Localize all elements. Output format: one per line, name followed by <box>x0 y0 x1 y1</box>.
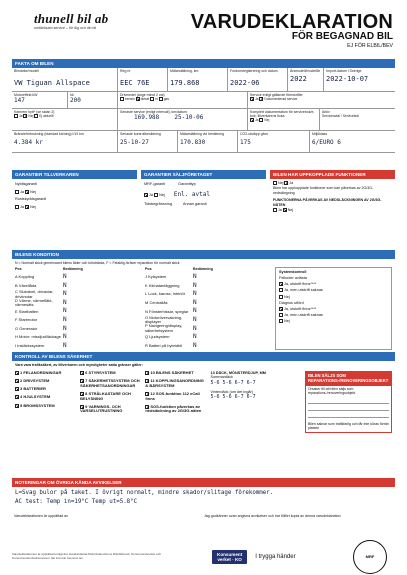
kondition-row <box>15 333 145 342</box>
import-label: Import-datum i Sverige <box>326 69 362 73</box>
sakerhet-item <box>15 404 77 409</box>
sakerhet-item <box>15 395 77 400</box>
konsumentverket-logo <box>212 550 247 564</box>
sign-right: Jag godkänner ovan angivna avvikelser och har tillfört kopia av denna varudeklaration <box>204 514 341 518</box>
sakerhet-item <box>15 387 77 392</box>
kondition-item-value[interactable]: N <box>63 341 67 349</box>
sakerhet-item <box>145 392 207 401</box>
reparation-block <box>305 371 392 433</box>
kv-line-1: Konsument <box>217 551 243 557</box>
kondition-item-label: O Motorövervakning, displayer <box>145 314 183 325</box>
arkiv-label: Arkiv <box>322 110 330 114</box>
funk2-nej-checkbox[interactable]: ✕ <box>283 208 288 214</box>
funktioner-bar: BILEN HAR UPPKOPPLADE FUNKTIONER <box>270 170 395 179</box>
kamrem-nej-checkbox[interactable]: ✕ <box>24 114 28 120</box>
nybil-ja-label: Ja <box>20 189 25 194</box>
el-label: el <box>155 97 158 102</box>
kondition-item-value[interactable]: N <box>193 333 197 341</box>
forbr-field[interactable] <box>12 131 118 152</box>
dack-title: 13 DÄCK, MÖNSTERDJUP, MM <box>210 371 266 376</box>
sakerhet-checkbox[interactable]: ✕ <box>16 395 20 401</box>
kondition-row <box>145 325 275 334</box>
rost-ja-checkbox[interactable] <box>15 205 19 209</box>
page-subtitle: FÖR BEGAGNAD BIL <box>291 31 393 42</box>
till-label: Tidsbegränsning <box>144 201 172 206</box>
nybil-nej-checkbox[interactable]: ✕ <box>26 189 30 195</box>
senaste-service-datum: 25-10-06 <box>174 114 204 122</box>
kondition-item-value[interactable]: N <box>63 281 67 289</box>
kondition-row <box>145 299 275 308</box>
sakerhet-item <box>15 379 77 384</box>
kondition-item-value[interactable]: N <box>63 315 67 323</box>
besiktning-field[interactable] <box>118 131 178 152</box>
notes-bar: NOTERINGAR OM ÖVRIGA KÄNDA AVVIKELSER <box>12 478 395 487</box>
forsta-label: Fordonsregistrering och datum <box>230 69 278 73</box>
sakerhet-item-label: 5 BROMSSYSTEM <box>20 402 55 408</box>
effekt-field[interactable] <box>12 92 68 108</box>
head-bed: Bedömning <box>63 267 83 272</box>
sakerhet-checkbox[interactable]: ✕ <box>146 391 150 397</box>
company-logo <box>34 12 134 30</box>
rost-nej-label: Nej <box>30 204 36 209</box>
kondition-row <box>15 308 145 317</box>
mrf-ja-label: Ja <box>149 192 154 197</box>
kondition-item-value[interactable]: N <box>63 307 67 315</box>
nybil-nej-label: Nej <box>30 189 36 194</box>
hk-label: hk <box>70 93 74 97</box>
regnr-label: Reg nr <box>120 69 131 73</box>
matar-field[interactable] <box>168 68 228 91</box>
diesel-label: diesel <box>140 97 150 102</box>
kondition-item-label: I Insläckssystem <box>15 342 45 348</box>
dok-label: Dokumenterad service <box>264 97 298 102</box>
nybil-ja-checkbox[interactable] <box>15 190 19 194</box>
reparation-bar: BILEN SÄLJS SOM REPARATIONS-/RENOVERINGSOBJEKT <box>306 372 391 386</box>
vinter-values: 5-6 5-6 6-7 6-7 <box>210 393 256 400</box>
senaste-service-km: 169.988 <box>134 114 160 122</box>
service-field <box>248 92 395 108</box>
sakerhet-checkbox[interactable]: ✕ <box>81 404 85 410</box>
sign-left: Varudeklarationen är upprättad av <box>14 514 69 518</box>
sakerhet-checkbox[interactable]: ✕ <box>81 371 85 377</box>
funk-ja-label: Ja <box>289 181 294 185</box>
sakerhet-item-label: 1 FELANORDNINGAR <box>20 370 62 376</box>
matar-label: Mätarställning, km <box>170 69 199 73</box>
fakta-bar: FAKTA OM BILEN <box>12 59 395 68</box>
kondition-item-label: D Värme, värmefläkt, värmesäts <box>15 297 53 308</box>
sys-d-checkbox[interactable] <box>279 313 283 317</box>
rep-line[interactable] <box>308 400 389 404</box>
funk-ja-checkbox[interactable]: ✕ <box>285 181 289 187</box>
mrf-ja-checkbox[interactable]: ✕ <box>145 192 149 198</box>
rep-line[interactable] <box>308 407 389 411</box>
funk2-nej-label: Nej <box>287 208 294 213</box>
forbr-value: 4.384 kr <box>14 139 43 147</box>
sakerhet-item <box>80 405 142 414</box>
sys-a-checkbox[interactable]: ✕ <box>280 282 284 288</box>
fakta-row-3 <box>12 109 395 131</box>
regnr-field[interactable] <box>118 68 168 91</box>
komplett-nej-checkbox[interactable] <box>259 118 263 122</box>
kondition-row <box>15 299 145 308</box>
rost-nej-checkbox[interactable]: ✕ <box>26 204 30 210</box>
kondition-row <box>15 273 145 282</box>
sommar-values: 5-6 5-6 6-7 6-7 <box>210 379 256 386</box>
kondition-row <box>15 342 145 351</box>
reparation-text: Orsaker till att bilen säljs som reparations-/renoveringsobjekt <box>307 387 356 396</box>
sys-c-label: Ja, utskrift finns**** <box>284 306 317 311</box>
kondition-item-label: N Fönsterhissar, speglar <box>145 308 189 314</box>
senaste-service-field[interactable] <box>118 109 248 130</box>
sakerhet-item-label: 2 DRIVSYSTEM <box>20 378 50 384</box>
marke-field[interactable] <box>12 68 118 91</box>
sakerhet-col-2 <box>80 371 142 433</box>
hk-field[interactable] <box>68 92 118 108</box>
kondition-item-label: J Kylsystem <box>145 274 167 280</box>
dok-checkbox[interactable]: ✕ <box>260 97 264 103</box>
kondition-item-label: A Koppling <box>15 274 35 280</box>
sys-a-label: Ja, utskrift finns**** <box>284 282 317 287</box>
kamrem-ja-checkbox[interactable] <box>14 114 18 118</box>
kamrem-field <box>12 109 118 130</box>
head-pos-2: Pos <box>145 267 152 272</box>
komplett-nej-label: Nej <box>264 118 270 123</box>
kondition-item-label: K Klimatanläggning <box>145 282 180 288</box>
sakerhet-checkbox[interactable]: ✕ <box>146 371 150 377</box>
co2-value: 175 <box>240 139 251 147</box>
sys-b-label: Ja, men utskrift saknas <box>284 288 323 293</box>
kondition-item-value[interactable]: N <box>193 281 197 289</box>
sys-felkoder: Felkoder avlästa <box>279 276 307 281</box>
funk-nej-label: Nej <box>278 181 284 185</box>
head-pos: Pos <box>15 267 22 272</box>
mrf-nej-label: Nej <box>159 192 165 197</box>
dack-block <box>211 371 302 433</box>
sakerhet-item <box>145 405 207 414</box>
komplett-field <box>248 109 320 130</box>
sakerhet-item-label: 10 BILENS SÄKERHET <box>150 370 194 376</box>
sakerhet-checkbox[interactable]: ✕ <box>16 371 20 377</box>
kondition-item-value[interactable]: N <box>193 290 197 298</box>
kondition-section <box>12 250 395 350</box>
footer <box>12 540 395 574</box>
mrf-label: MRF-garanti <box>144 182 166 186</box>
sys-nej-checkbox[interactable] <box>279 295 283 299</box>
notes-line: AC test: Temp in=19°C Temp ut=5.8°C <box>15 498 138 505</box>
kamrem-ej-checkbox[interactable] <box>34 114 38 118</box>
rost-label: Rostskyddsgaranti <box>15 197 47 202</box>
sakerhet-checkbox[interactable]: ✕ <box>146 379 150 385</box>
garanti-saljforetaget <box>141 170 266 215</box>
kondition-item-label: C Slutväxel, drivaxlar, drivknutar <box>15 289 54 299</box>
sakerhet-checkbox[interactable]: ✕ <box>16 387 20 393</box>
sakerhet-checkbox[interactable]: ✕ <box>81 391 85 397</box>
sys-nej2-label: Nej <box>284 319 290 324</box>
rost-row <box>15 196 134 211</box>
sys-diag: Diagnos utförd <box>279 300 304 305</box>
funk2-ja-checkbox[interactable] <box>273 208 277 212</box>
funk2-ja-label: Ja <box>278 208 282 213</box>
mrf-nej-checkbox[interactable] <box>154 193 158 197</box>
garanti-section <box>12 170 395 215</box>
funk-nej-checkbox[interactable] <box>273 181 277 185</box>
service-ja-checkbox[interactable]: ✕ <box>251 97 255 103</box>
kondition-row <box>145 273 275 282</box>
arsmodell-value: 2022 <box>290 75 307 84</box>
hk-value: 200 <box>70 97 81 105</box>
sys-d-label: Ja, men utskrift saknas <box>284 313 323 318</box>
kondition-item-value[interactable]: N <box>63 290 67 298</box>
notes-section <box>12 478 395 508</box>
kondition-item-value[interactable]: N <box>193 324 197 332</box>
matar-value: 179.868 <box>170 79 200 88</box>
euro-label: Miljöklass <box>312 132 328 136</box>
besiktning-value: 25-10-27 <box>120 139 149 147</box>
besiktning-label: Senaste kontrollbesiktning <box>120 132 161 136</box>
kamrem-label: Kamrem bytt* (se sidan 2) <box>14 110 55 114</box>
sakerhet-bar: KONTROLL AV BILENS SÄKERHET <box>12 352 395 361</box>
kondition-item-value[interactable]: N <box>63 324 67 332</box>
sakerhet-section <box>12 352 395 435</box>
head-bed-2: Bedömning <box>193 267 213 272</box>
kondition-row <box>15 316 145 325</box>
sakerhet-checkbox[interactable]: ✕ <box>81 379 85 385</box>
sakerhet-col-1 <box>15 371 77 433</box>
sakerhet-intro: Vara vara trafiksäkert, av tillverkaren och myndigheter satta gränser gäller: <box>15 363 143 367</box>
marke-value: VW Tiguan Allspace <box>14 79 90 88</box>
trygga-text: I trygga händer <box>255 553 296 560</box>
komplett-ja-checkbox[interactable]: ✕ <box>251 118 255 124</box>
sys-b-checkbox[interactable] <box>279 288 283 292</box>
legal-text: Varudeklarationen är upprättad enligt det standardavtal Motorbranschens Riksförbund, Konsumentverket och Konsumentombudsmannen har kommit överens om. <box>12 552 162 560</box>
sakerhet-item <box>80 371 142 376</box>
funk-question-2: FUNKTIONERNA PÅVERKAS AV NEDSLÄCKNINGEN AV 2G/3G-NÄTEN <box>273 198 382 208</box>
forsta-field[interactable] <box>228 68 288 91</box>
fakta-row-2 <box>12 92 395 109</box>
forsta-value: 2022-06 <box>230 79 260 88</box>
co2-field[interactable] <box>238 131 310 152</box>
kondition-item-value[interactable]: N <box>193 315 197 323</box>
logo-text: thunell bil ab <box>34 11 109 26</box>
sakerhet-checkbox[interactable]: ✕ <box>16 379 20 385</box>
kondition-right-column <box>145 267 275 350</box>
sakerhet-item <box>80 379 142 388</box>
sakerhet-item <box>145 379 207 388</box>
effekt-label: Motoreffekt kW <box>14 93 38 97</box>
sys-c-checkbox[interactable]: ✕ <box>280 306 284 312</box>
fakta-section <box>12 59 395 153</box>
bensin-label: bensin <box>125 97 135 102</box>
annan-label: Annan garanti <box>183 201 207 206</box>
kondition-row <box>145 342 275 351</box>
diesel-checkbox[interactable]: ✕ <box>136 97 140 103</box>
kondition-row <box>145 290 275 299</box>
page-subtitle-note: EJ FÖR ELBIL/BEV <box>347 42 393 49</box>
sakerhet-item-label: 9 VARNINGS- OCH VARSELUTRUSTNING <box>80 403 123 414</box>
kondition-item-value[interactable]: N <box>193 272 197 280</box>
funk-question: Bilen har uppkopplade funktioner som kan påverkas av 2G/3G-nedstängning <box>273 186 374 196</box>
kondition-item-label: B Växellåda <box>15 282 37 288</box>
kv-line-2: verket · KO <box>217 557 242 562</box>
sakerhet-item <box>15 371 77 376</box>
gas-checkbox[interactable] <box>159 97 163 101</box>
import-value: 2022-10-07 <box>326 75 369 84</box>
mrf-seal <box>353 540 387 574</box>
sys-nej-label: Nej <box>284 294 290 299</box>
typ-label: Garantityp <box>178 182 196 186</box>
rost-ja-label: Ja <box>20 204 25 209</box>
kondition-row <box>15 325 145 334</box>
sakerhet-item-label: 12 SOS-funktion 112 eCall finns <box>145 390 200 401</box>
garanti-saljforetaget-bar: GARANTIER SÄLJFÖRETAGET <box>141 170 266 179</box>
mrf-seal-text: MRF <box>365 553 375 559</box>
komplett-label: Komplett dokumentation för servicebok/e-bok, tillverkarens ficka <box>250 110 315 119</box>
kondition-item-label: M Centrallås <box>145 299 168 305</box>
logo-tagline: omtänksam service – för dig och din bil <box>34 25 97 30</box>
notes-text[interactable] <box>12 487 395 508</box>
sys-title: Systemkontroll <box>279 270 307 275</box>
page-title: VARUDEKLARATION <box>190 11 393 33</box>
reparation-text-2: Bilen saknar som trafikfarlig och får inte köras förrän platsen <box>307 422 389 431</box>
kondition-left-column <box>15 267 145 350</box>
komplett-ja-label: Ja <box>255 118 259 123</box>
kondition-item-label: F Startmotor <box>15 317 38 323</box>
arsmodell-field[interactable] <box>288 68 324 91</box>
kondition-item-value[interactable]: N <box>63 333 67 341</box>
euro-value: 6/EURO 6 <box>312 139 341 147</box>
co2-label: CO2-utsläpp g/km <box>240 132 269 136</box>
sakerhet-checkbox[interactable]: ✕ <box>146 404 150 410</box>
funktioner <box>270 170 395 215</box>
sakerhet-item-label: 8 STRÅLKASTARE OCH BELYSNING <box>80 390 131 401</box>
kondition-item-label: E Startbatteri <box>15 308 39 314</box>
kondition-item-label: L Lock, kaross, interiör <box>145 291 186 297</box>
notes-line: L=Svag bulor på taket. I övrigt normalt, mindre skador/slitage förekommer. <box>15 490 274 496</box>
systemkontroll <box>275 267 392 350</box>
sakerhet-item-label: 6 STYRSYSTEM <box>85 370 116 376</box>
sakerhet-item-label: SOS-funktion påverkas av nedsläckning av 2G/3G-näten <box>145 403 202 414</box>
nybil-row <box>15 181 134 196</box>
typ-value: Enl. avtal <box>173 190 210 198</box>
kondition-item-label: P Navigering/display, säkerhetsystem <box>145 323 183 333</box>
sakerhet-item <box>80 392 142 401</box>
service-label: Service enligt gällande föreskrifter <box>250 93 303 97</box>
kondition-legend: N = Normalt skick gemensamt bilens ålder och körsträcka, F = Felaktig /kräver reparation för normalt skick <box>15 261 180 265</box>
forbr-label: Bränsleförbrukning (blandad körning) l/10 km <box>14 132 84 136</box>
regnr-value: EEC 76E <box>120 79 150 88</box>
garanti-tillverkaren-bar: GARANTIER TILLVERKAREN <box>12 170 137 179</box>
drivmedel-field <box>118 92 248 108</box>
kondition-row <box>145 282 275 291</box>
kamrem-nej-label: Nej <box>28 114 34 119</box>
kondition-item-value[interactable]: N <box>193 307 197 315</box>
kondition-bar: BILENS KONDITION <box>12 250 395 259</box>
fakta-row-1 <box>12 68 395 92</box>
kondition-item-label: H Motor: missljud/läckage <box>15 334 61 340</box>
nybil-label: Nybilsgaranti <box>15 182 37 186</box>
effekt-value: 147 <box>14 97 25 105</box>
garanti-tillverkaren <box>12 170 137 215</box>
arsmodell-label: Årsmodell/modellår <box>290 69 320 73</box>
vinter-label: Vinterdäck (om det ingår) <box>210 389 254 394</box>
kamrem-ja-label: Ja <box>19 114 23 119</box>
title-block <box>191 12 393 49</box>
sakerhet-item <box>145 371 207 376</box>
besiktning-km-field[interactable] <box>178 131 238 152</box>
import-field[interactable] <box>324 68 395 91</box>
kondition-row <box>145 333 275 342</box>
kamrem-ej-label: Ej aktuellt <box>39 114 54 119</box>
sakerhet-item-label: 3 BATTERIER <box>20 386 46 392</box>
besiktning-km-label: Mätarställning vid besiktning <box>180 132 224 136</box>
bensin-checkbox[interactable] <box>120 97 124 101</box>
sommar-label: Sommardäck <box>210 375 233 380</box>
marke-label: Bilmärke/modell <box>14 69 39 73</box>
euro-field[interactable] <box>310 131 395 152</box>
sakerhet-item-label: 11 KOPPLINGSANORDNING & BÄRSYSTEM <box>145 378 204 388</box>
gas-label: gas <box>163 97 170 102</box>
el-checkbox[interactable] <box>150 97 154 101</box>
kondition-item-value[interactable]: N <box>63 298 67 306</box>
kondition-item-label: G Generator <box>15 325 38 331</box>
kondition-item-value[interactable]: N <box>193 298 197 306</box>
sakerhet-item-label: 4 HJULSYSTEM <box>20 394 51 400</box>
sakerhet-checkbox[interactable]: ✕ <box>16 403 20 409</box>
sakerhet-col-3 <box>145 371 207 433</box>
sys-nej2-checkbox[interactable] <box>279 319 283 323</box>
rep-line[interactable] <box>308 414 389 418</box>
arkiv-field <box>320 109 395 130</box>
kondition-item-value[interactable]: N <box>193 341 197 349</box>
fakta-row-4 <box>12 131 395 153</box>
kondition-item-label: R Batteri på hybridbil <box>145 342 183 348</box>
senaste-service-label: Senaste service (enligt intervall), km/datum <box>120 110 187 114</box>
service-ja-label: Ja <box>255 97 259 102</box>
kondition-item-value[interactable]: N <box>63 272 67 280</box>
besiktning-km-value: 170.830 <box>180 139 206 147</box>
drivmedel-label: Drivmedel (ange minst 2 val) <box>120 93 165 97</box>
arkiv-value: Serviceavtal / Servicebok <box>322 114 360 119</box>
sakerhet-item-label: 7 SÄKERHETSSYSTEM OCH SÄKERHETSANORDNINGAR <box>80 378 140 388</box>
kondition-item-label: Q Ljudsystem <box>145 334 170 340</box>
